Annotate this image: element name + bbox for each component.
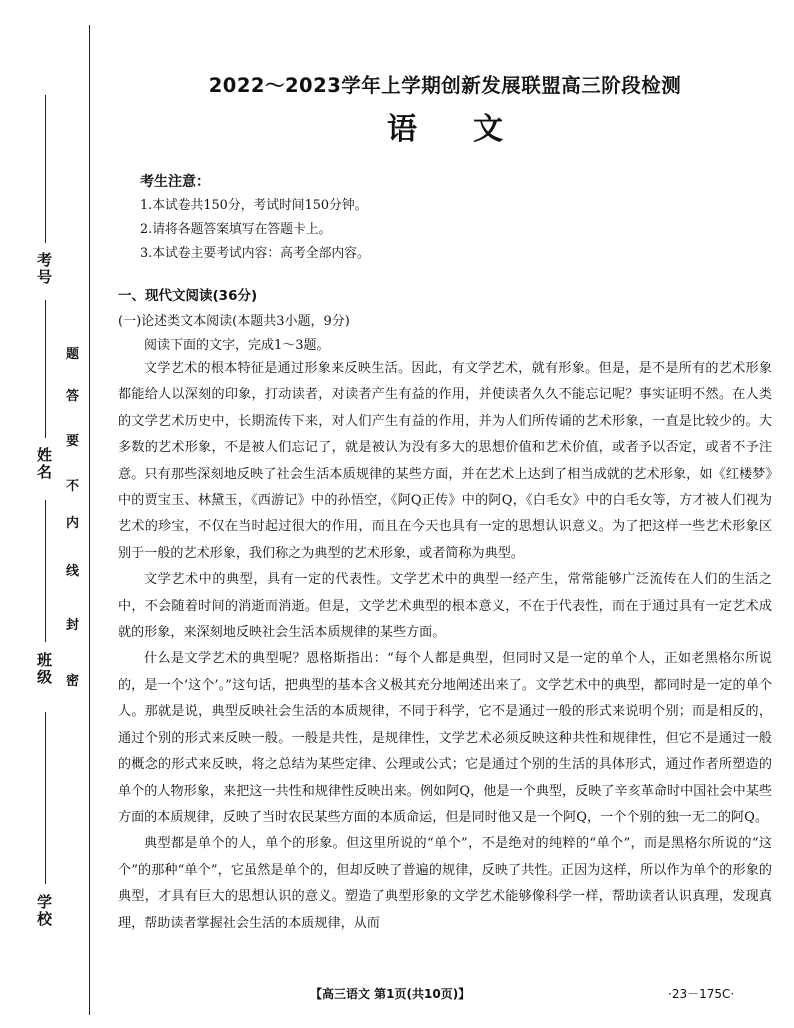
name-label: 姓名 (35, 447, 53, 481)
subject-title: 语文 (387, 112, 559, 147)
seal-char: 不 (66, 479, 80, 494)
school-label: 学校 (35, 894, 53, 928)
passage-paragraph: 典型都是单个的人，单个的形象。但这里所说的“单个”，不是绝对的纯粹的“单个”，而是黑格尔所说的“这个”的那种“单个”，它虽然是单个的，但却反映了普遍的规律，反映了共性。正因为这样，所以作为单个的形象的典型，才具有巨大的思想认识的意义。塑造了典型形象的文学艺术能够像科学一样，帮助读者认识真理，发现真理，帮助读者掌握社会生活的本质规律，从而 (118, 836, 772, 931)
seal-char: 密 (66, 674, 80, 689)
binding-margin (0, 0, 100, 1028)
exam-content (118, 70, 772, 937)
reading-instruction: 阅读下面的文字，完成1～3题。 (144, 338, 330, 353)
subsection-title: (一)论述类文本阅读(本题共3小题，9分) (118, 314, 350, 329)
notice-item: 3.本试卷主要考试内容：高考全部内容。 (140, 246, 370, 261)
page-info: 【高三语文 第1页(共10页)】 (310, 987, 471, 1001)
candidate-notice (140, 170, 772, 266)
school-blank (45, 712, 46, 884)
seal-char: 线 (66, 564, 80, 579)
exam-title: 2022～2023学年上学期创新发展联盟高三阶段检测 (208, 74, 682, 97)
notice-item: 2.请将各题答案填写在答题卡上。 (140, 222, 332, 237)
class-blank (45, 500, 46, 642)
exam-number-blank (45, 95, 46, 243)
seal-char: 内 (66, 516, 80, 531)
reading-passage (118, 356, 772, 937)
exam-number-label: 考号 (35, 252, 53, 286)
seal-char: 封 (66, 618, 80, 633)
binding-line (89, 25, 90, 1015)
notice-item: 1.本试卷共150分，考试时间150分钟。 (140, 198, 368, 213)
notice-title: 考生注意： (140, 174, 210, 190)
seal-char: 题 (66, 347, 80, 362)
class-label: 班级 (35, 652, 53, 686)
name-blank (45, 300, 46, 438)
section-title: 一、现代文阅读(36分) (118, 288, 258, 304)
passage-paragraph: 文学艺术的根本特征是通过形象来反映生活。因此，有文学艺术，就有形象。但是，是不是所有的艺术形象都能给人以深刻的印象，打动读者，对读者产生有益的作用，并使读者久久不能忘记呢？事实证明不然。在人类的文学艺术历史中，长期流传下来，对人们产生有益的作用，并为人们所传诵的艺术形象，一直是比较少的。大多数的艺术形象，不是被人们忘记了，就是被认为没有多大的思想价值和艺术价值，或者予以否定，或者不予注意。只有那些深刻地反映了社会生活本质规律的某些方面，并在艺术上达到了相当成就的艺术形象，如《红楼梦》中的贾宝玉、林黛玉，《西游记》中的孙悟空，《阿Q正传》中的阿Q，《白毛女》中的白毛女等，方才被人们视为艺术的珍宝，不仅在当时起过很大的作用，而且在今天也具有一定的思想认识意义。为了把这样一些艺术形象区别于一般的艺术形象，我们称之为典型的艺术形象，或者简称为典型。 (118, 361, 772, 561)
page-footer (0, 985, 794, 1009)
passage-paragraph: 文学艺术中的典型，具有一定的代表性。文学艺术中的典型一经产生，常常能够广泛流传在人们的生活之中，不会随着时间的消逝而消逝。但是，文学艺术典型的根本意义，不在于代表性，而在于通过具有一定艺术成就的形象，来深刻地反映社会生活本质规律的某些方面。 (118, 572, 772, 641)
passage-paragraph: 什么是文学艺术的典型呢？恩格斯指出：“每个人都是典型，但同时又是一定的单个人，正如老黑格尔所说的，是一个‘这个’。”这句话，把典型的基本含义极其充分地阐述出来了。文学艺术中的典型，都同时是一定的单个人。那就是说，典型反映社会生活的本质规律，不同于科学，它不是通过一般的形式来说明个别；而是相反的，通过个别的形式来反映一般。一般是共性，是规律性，文学艺术必须反映这种共性和规律性，但它不是通过一般的概念的形式来反映，将之总结为某些定律、公理或公式；它是通过个别的生活的具体形式，通过作者所塑造的单个的人物形象，来把这一共性和规律性反映出来。例如阿Q，他是一个典型，反映了辛亥革命时中国社会中某些方面的本质规律，反映了当时农民某些方面的本质命运，但是同时他又是一个阿Q，一个个别的独一无二的阿Q。 (118, 651, 772, 825)
seal-char: 要 (66, 434, 80, 449)
exam-code: ·23－175C· (668, 987, 735, 1001)
seal-char: 答 (66, 389, 80, 404)
